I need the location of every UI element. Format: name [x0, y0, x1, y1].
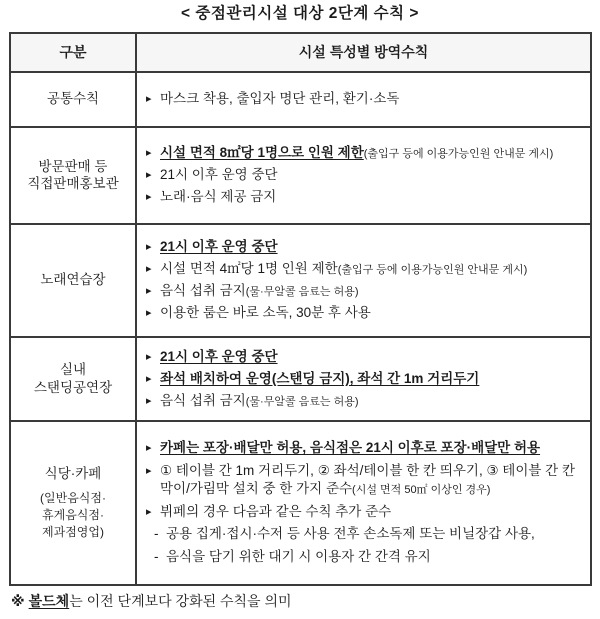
header-row: [10, 33, 591, 72]
row-content-standing-venue: [136, 337, 591, 421]
rule-text: 뷔페의 경우 다음과 같은 수칙 추가 준수: [160, 503, 392, 519]
rule-item: [146, 188, 584, 206]
rule-note: (물·무알콜 음료는 허용): [245, 286, 359, 299]
rule-item: [146, 392, 584, 410]
footnote: [11, 592, 600, 610]
row-content-karaoke: [136, 224, 591, 337]
table-row-karaoke: [10, 224, 591, 337]
rule-item: [146, 503, 584, 521]
row-label-line: 방문판매 등: [38, 158, 108, 174]
row-content-common: [136, 72, 591, 127]
row-label-standing-venue: [10, 337, 136, 421]
row-label-line: 실내: [59, 362, 87, 378]
rules-table: [9, 32, 592, 586]
rule-item: [146, 439, 584, 457]
row-label-sub-line: 휴게음식점·: [42, 507, 104, 522]
row-label-restaurant-cafe: [10, 421, 136, 585]
rule-subitem: [146, 548, 584, 566]
rule-note: (시설 면적 50㎡ 이상인 경우): [352, 483, 491, 496]
bullet-icon: ▸: [146, 169, 152, 182]
rule-text-emphasized: 시설 면적 8㎡당 1명으로 인원 제한: [160, 145, 364, 161]
bullet-icon: ▸: [146, 147, 152, 160]
rule-note: (출입구 등에 이용가능인원 안내문 게시): [363, 148, 554, 161]
bullet-icon: ▸: [146, 505, 152, 518]
rule-item: [146, 166, 584, 184]
rule-text-emphasized: 카페는 포장·배달만 허용, 음식점은 21시 이후로 포장·배달만 허용: [160, 440, 541, 456]
rule-text: 이용한 룸은 바로 소독, 30분 후 사용: [160, 304, 371, 320]
rule-note: (출입구 등에 이용가능인원 안내문 게시): [337, 264, 528, 277]
footnote-term: 볼드체: [28, 592, 70, 609]
rule-note: (물·무알콜 음료는 허용): [245, 395, 359, 408]
rule-text: 21시 이후 운영 중단: [160, 167, 278, 183]
bullet-icon: ▸: [146, 464, 152, 477]
rule-subitem: [146, 525, 584, 543]
bullet-icon: ▸: [146, 442, 152, 455]
row-content-door-to-door: [136, 127, 591, 224]
rule-item: [146, 370, 584, 388]
row-label-karaoke: [10, 224, 136, 337]
row-label-sub-line: (일반음식점·: [40, 491, 106, 506]
column-header-category: 구분: [10, 33, 136, 72]
rule-text: 음식을 담기 위한 대기 시 이용자 간 간격 유지: [166, 549, 431, 565]
rule-text-emphasized: 21시 이후 운영 중단: [160, 239, 278, 255]
rule-text: 시설 면적 4㎡당 1명 인원 제한: [160, 261, 338, 277]
rule-text-emphasized: 21시 이후 운영 중단: [160, 348, 278, 364]
table-row-door-to-door-sales: [10, 127, 591, 224]
row-label-subtext: [13, 490, 133, 540]
rule-item: [146, 144, 584, 162]
bullet-icon: ▸: [146, 93, 152, 106]
row-label-line: 직접판매홍보관: [27, 176, 119, 192]
rule-item: [146, 348, 584, 366]
bullet-icon: ▸: [146, 241, 152, 254]
reference-mark-icon: ※: [11, 592, 25, 609]
dash-icon: -: [154, 526, 159, 542]
bullet-icon: ▸: [146, 263, 152, 276]
rule-text: 공용 집게·접시·수저 등 사용 전후 손소독제 또는 비닐장갑 사용,: [166, 526, 535, 542]
column-header-rules: 시설 특성별 방역수칙: [136, 33, 591, 72]
bullet-icon: ▸: [146, 285, 152, 298]
row-content-restaurant-cafe: [136, 421, 591, 585]
dash-icon: -: [154, 549, 159, 565]
table-row-restaurant-cafe: [10, 421, 591, 585]
bullet-icon: ▸: [146, 394, 152, 407]
row-label-door-to-door: [10, 127, 136, 224]
rule-text: 노래·음식 제공 금지: [160, 189, 277, 204]
row-label-common: [10, 72, 136, 127]
table-row-indoor-standing-venue: [10, 337, 591, 421]
rule-item: [146, 90, 584, 108]
table-row-common-rules: [10, 72, 591, 127]
bullet-icon: ▸: [146, 350, 152, 363]
page-title: < 중점관리시설 대상 2단계 수칙 >: [181, 5, 419, 22]
rule-text: 음식 섭취 금지: [160, 392, 246, 408]
rule-item: [146, 462, 584, 498]
rule-item: [146, 238, 584, 256]
rule-text: 마스크 착용, 출입자 명단 관리, 환기·소독: [160, 91, 400, 107]
rule-item: [146, 282, 584, 300]
row-label-line: 노래연습장: [40, 272, 106, 288]
rule-item: [146, 304, 584, 322]
row-label-line: 공통수칙: [46, 91, 100, 107]
rule-item: [146, 260, 584, 278]
row-label-sub-line: 제과점영업): [42, 524, 104, 539]
bullet-icon: ▸: [146, 372, 152, 385]
footnote-text: 는 이전 단계보다 강화된 수칙을 의미: [69, 592, 292, 609]
row-label-line: 스탠딩공연장: [33, 379, 113, 395]
bullet-icon: ▸: [146, 191, 152, 203]
rule-text: ① 테이블 간 1m 거리두기, ② 좌석/테이블 한 칸 띄우기, ③ 테이블 간 칸막이/가림막 설치 중 한 가지 준수: [160, 462, 576, 496]
bullet-icon: ▸: [146, 306, 152, 319]
rule-text: 음식 섭취 금지: [160, 283, 246, 299]
rule-text-emphasized: 좌석 배치하여 운영(스탠딩 금지), 좌석 간 1m 거리두기: [160, 370, 480, 386]
row-label-line: 식당·카페: [44, 465, 102, 481]
